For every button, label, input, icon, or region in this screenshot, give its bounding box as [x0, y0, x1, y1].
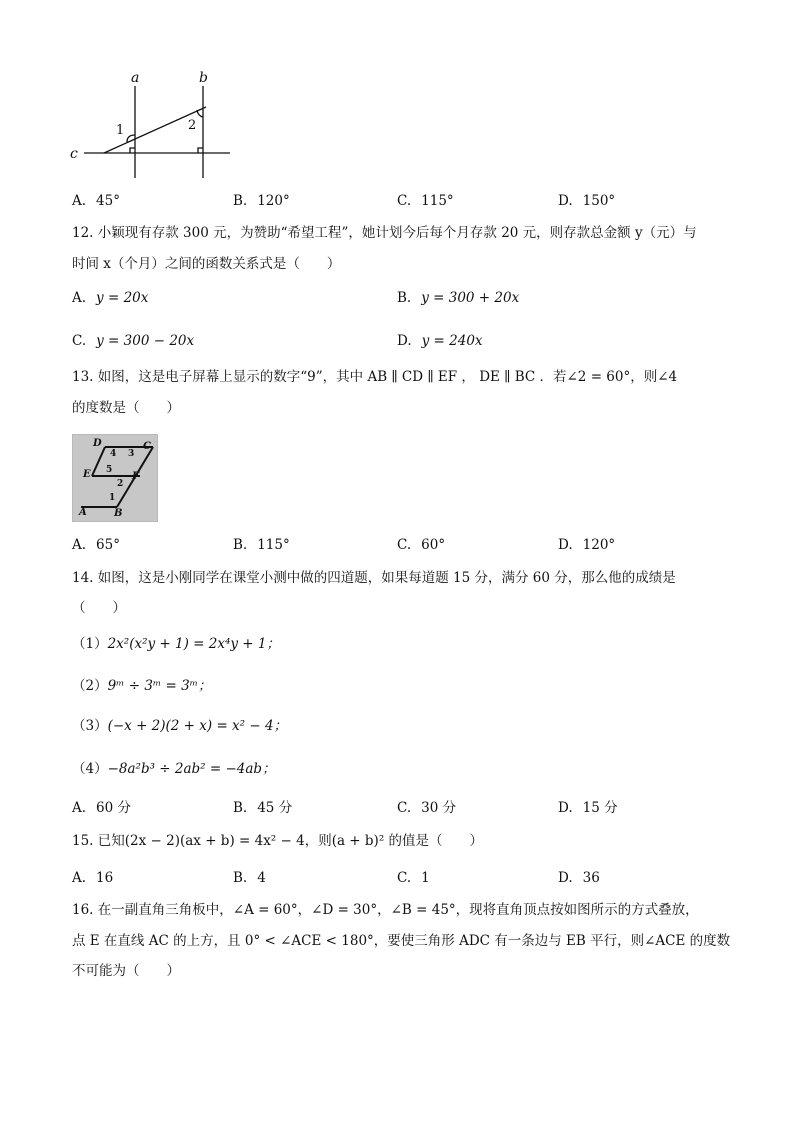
q11-option-b: B. 120°: [233, 193, 290, 209]
label-c: c: [70, 146, 78, 162]
figure-q13: [72, 434, 158, 522]
q12-option-a: A. y = 20x: [72, 290, 149, 306]
fig13-angle-5: 5: [106, 465, 113, 475]
q14-item-3: （3）(−x + 2)(2 + x) = x² − 4；: [72, 718, 288, 734]
q11-option-c: C. 115°: [397, 193, 454, 209]
label-b: b: [199, 70, 208, 86]
figure-q11: [60, 66, 240, 184]
q14-item-2: （2）9ᵐ ÷ 3ᵐ = 3ᵐ；: [72, 678, 212, 694]
q14-stem-line2: （ ）: [72, 600, 126, 616]
fig13-angle-1: 1: [109, 493, 116, 503]
fig13-label-f: F: [132, 471, 140, 482]
q15-stem: 15. 已知(2x − 2)(ax + b) = 4x² − 4，则(a + b)² 的值是（ ）: [72, 833, 484, 849]
fig13-angle-4: 4: [110, 449, 117, 459]
q14-stem-line1: 14. 如图，这是小刚同学在课堂小测中做的四道题，如果每道题 15 分，满分 60 分，那么他的成绩是: [72, 570, 676, 586]
q11-option-a: A. 45°: [72, 193, 120, 209]
fig13-label-a: A: [79, 507, 87, 518]
fig13-label-d: D: [93, 438, 102, 449]
q11-option-d: D. 150°: [558, 193, 616, 209]
fig13-label-e: E: [83, 469, 91, 480]
q14-option-c: C. 30 分: [397, 800, 457, 816]
q16-stem-line3: 不可能为（ ）: [72, 963, 180, 979]
q15-option-c: C. 1: [397, 870, 430, 886]
q12-option-b: B. y = 300 + 20x: [397, 290, 520, 306]
q15-option-d: D. 36: [558, 870, 600, 886]
fig13-label-b: B: [114, 508, 123, 519]
q14-item-1: （1）2x²(x²y + 1) = 2x⁴y + 1；: [72, 636, 280, 652]
label-angle-2: 2: [188, 118, 197, 133]
fig13-label-c: C: [143, 441, 151, 452]
q13-stem-line2: 的度数是（ ）: [72, 400, 180, 416]
fig13-angle-2: 2: [117, 479, 124, 489]
q14-option-b: B. 45 分: [233, 800, 293, 816]
q14-option-a: A. 60 分: [72, 800, 132, 816]
fig13-angle-3: 3: [128, 449, 135, 459]
q13-option-a: A. 65°: [72, 537, 120, 553]
q14-option-d: D. 15 分: [558, 800, 618, 816]
q14-item-4: （4）−8a²b³ ÷ 2ab² = −4ab；: [72, 761, 276, 777]
q15-option-a: A. 16: [72, 870, 114, 886]
q13-stem-line1: 13. 如图，这是电子屏幕上显示的数字“9”，其中 AB ∥ CD ∥ EF ， DE ∥ BC ．若∠2 = 60°，则∠4: [72, 369, 678, 385]
q16-stem-line2: 点 E 在直线 AC 的上方，且 0° < ∠ACE < 180°，要使三角形 ADC 有一条边与 EB 平行，则∠ACE 的度数: [72, 933, 731, 949]
q12-stem-line1: 12. 小颖现有存款 300 元，为赞助“希望工程”，她计划今后每个月存款 20 元，则存款总金额 y（元）与: [72, 225, 697, 241]
q12-option-d: D. y = 240x: [397, 333, 483, 349]
label-a: a: [131, 70, 140, 86]
q12-option-c: C. y = 300 − 20x: [72, 333, 195, 349]
q13-option-c: C. 60°: [397, 537, 446, 553]
label-angle-1: 1: [116, 123, 125, 138]
q13-option-d: D. 120°: [558, 537, 616, 553]
q15-option-b: B. 4: [233, 870, 266, 886]
q13-option-b: B. 115°: [233, 537, 290, 553]
q16-stem-line1: 16. 在一副直角三角板中，∠A = 60°，∠D = 30°，∠B = 45°，现将直角顶点按如图所示的方式叠放，: [72, 902, 699, 918]
q12-stem-line2: 时间 x（个月）之间的函数关系式是（ ）: [72, 256, 341, 272]
